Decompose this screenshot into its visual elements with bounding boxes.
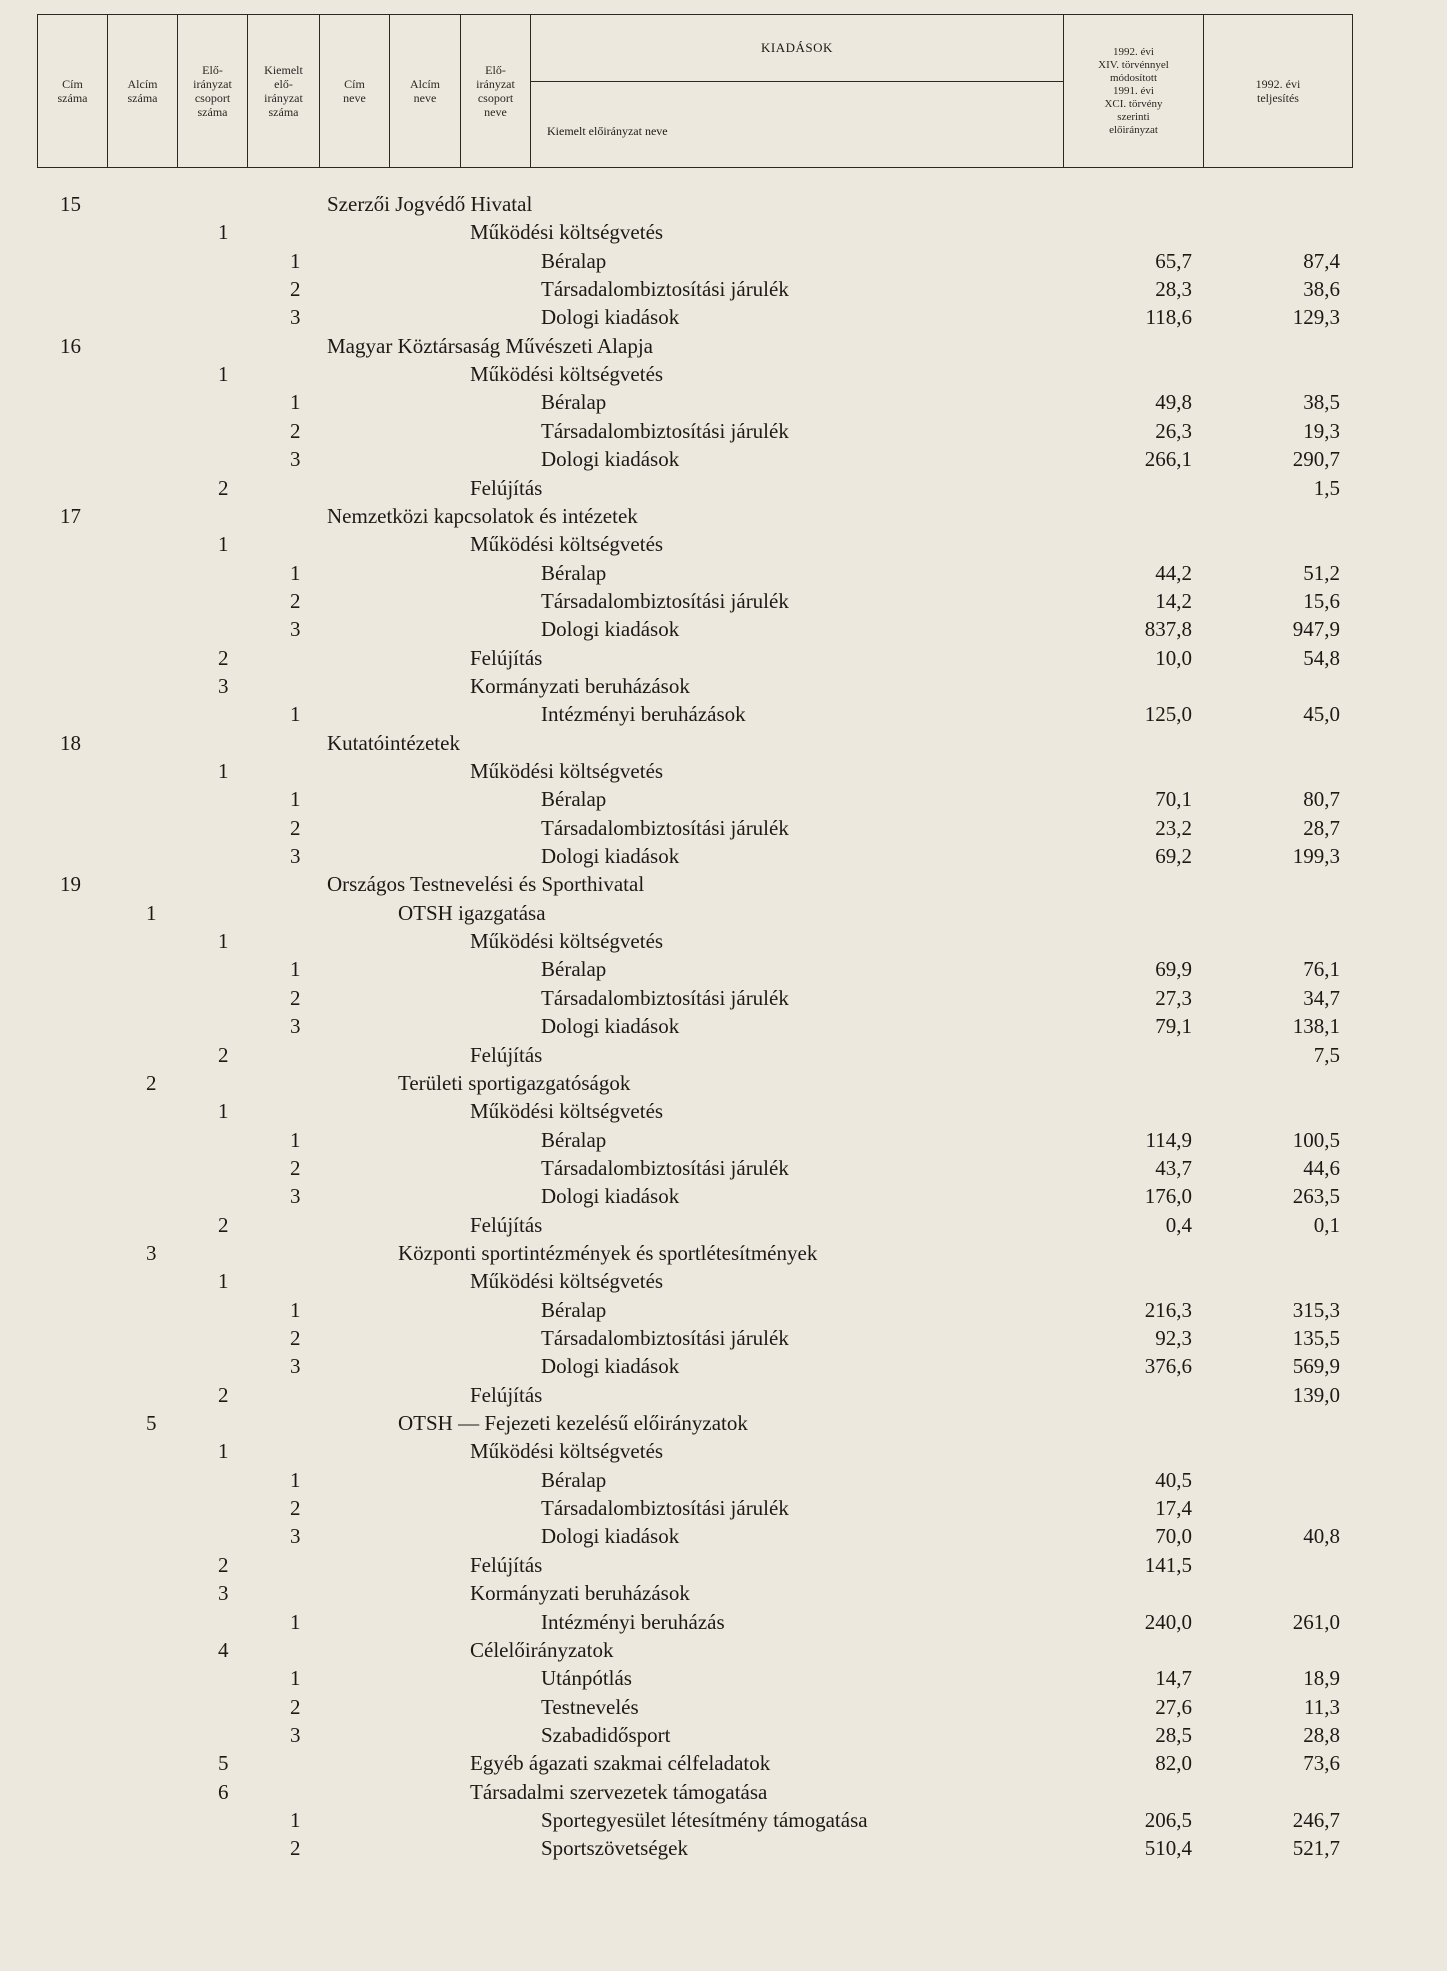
table-row — [0, 1154, 1447, 1182]
value-1991-eloiranyzat: 92,3 — [1155, 1326, 1192, 1350]
row-name: Társadalombiztosítási járulék — [541, 588, 789, 613]
row-number: 3 — [290, 617, 301, 642]
table-row — [0, 275, 1447, 303]
row-name: Működési költségvetés — [470, 532, 664, 557]
row-number: 2 — [218, 1382, 229, 1407]
value-1991-eloiranyzat: 70,0 — [1155, 1524, 1192, 1549]
value-1991-eloiranyzat: 14,2 — [1155, 588, 1192, 613]
row-number: 3 — [290, 844, 301, 869]
row-number: 1 — [290, 1467, 301, 1492]
row-number: 6 — [218, 1779, 229, 1804]
value-1991-eloiranyzat: 510,4 — [1144, 1836, 1192, 1861]
value-1991-eloiranyzat: 43,7 — [1155, 1155, 1192, 1180]
row-name: Béralap — [541, 957, 607, 982]
table-row — [0, 757, 1447, 785]
row-name: Béralap — [541, 1297, 607, 1322]
row-name: Dologi kiadások — [541, 1014, 680, 1039]
row-number: 2 — [290, 1496, 301, 1521]
row-number: 16 — [60, 333, 81, 358]
row-name: Béralap — [541, 787, 607, 812]
value-1991-eloiranyzat: 118,6 — [1145, 305, 1192, 330]
row-name: Területi sportigazgatóságok — [398, 1070, 631, 1095]
value-1991-eloiranyzat: 216,3 — [1144, 1297, 1192, 1322]
value-1992-teljesites: 0,1 — [1313, 1212, 1340, 1237]
row-number: 5 — [146, 1411, 157, 1436]
row-number: 2 — [290, 1155, 301, 1180]
row-number: 2 — [218, 1212, 229, 1237]
table-row — [0, 899, 1447, 927]
row-number: 3 — [290, 1722, 301, 1747]
row-number: 1 — [290, 1127, 301, 1152]
row-number: 2 — [290, 1836, 301, 1861]
value-1992-teljesites: 138,1 — [1292, 1014, 1340, 1039]
row-number: 1 — [290, 1609, 301, 1634]
table-row — [0, 1239, 1447, 1267]
row-number: 1 — [290, 1297, 301, 1322]
table-row — [0, 1721, 1447, 1749]
table-row — [0, 1636, 1447, 1664]
row-name: Sportszövetségek — [541, 1836, 688, 1861]
value-1992-teljesites: 38,6 — [1303, 277, 1340, 302]
row-name: Társadalombiztosítási járulék — [541, 277, 789, 302]
row-name: Felújítás — [470, 1042, 543, 1067]
row-name: Dologi kiadások — [541, 1354, 680, 1379]
table-row — [0, 1466, 1447, 1494]
row-name: Célelőirányzatok — [470, 1637, 614, 1662]
table-row — [0, 1126, 1447, 1154]
value-1992-teljesites: 1,5 — [1313, 475, 1340, 500]
row-name: Dologi kiadások — [541, 617, 680, 642]
value-1992-teljesites: 54,8 — [1303, 645, 1340, 670]
row-number: 1 — [290, 702, 301, 727]
header-eloiranyzat-csoport-neve: Elő- irányzat csoport neve — [461, 15, 531, 167]
header-cim-szama: Cím száma — [38, 15, 108, 167]
table-row — [0, 1352, 1447, 1380]
table-row — [0, 1522, 1447, 1550]
value-1992-teljesites: 199,3 — [1292, 844, 1340, 869]
row-name: Dologi kiadások — [541, 844, 680, 869]
table-row — [0, 417, 1447, 445]
row-number: 1 — [218, 220, 229, 245]
value-1992-teljesites: 11,3 — [1304, 1694, 1340, 1719]
row-number: 1 — [146, 900, 157, 925]
table-row — [0, 247, 1447, 275]
row-number: 2 — [146, 1070, 157, 1095]
value-1992-teljesites: 51,2 — [1303, 560, 1340, 585]
value-1992-teljesites: 129,3 — [1292, 305, 1340, 330]
row-number: 17 — [60, 503, 81, 528]
row-name: Társadalombiztosítási járulék — [541, 1155, 789, 1180]
row-number: 2 — [218, 1552, 229, 1577]
table-row — [0, 218, 1447, 246]
value-1991-eloiranyzat: 49,8 — [1155, 390, 1192, 415]
header-kiadasok: KIADÁSOK — [531, 15, 1063, 82]
table-row — [0, 1834, 1447, 1862]
table-row — [0, 1381, 1447, 1409]
table-row — [0, 1778, 1447, 1806]
value-1991-eloiranyzat: 28,3 — [1155, 277, 1192, 302]
header-kiemelt-eloiranyzat-neve: Kiemelt előirányzat neve — [547, 124, 668, 138]
table-row — [0, 1409, 1447, 1437]
value-1991-eloiranyzat: 14,7 — [1155, 1666, 1192, 1691]
value-1992-teljesites: 76,1 — [1303, 957, 1340, 982]
table-row — [0, 955, 1447, 983]
table-row — [0, 814, 1447, 842]
table-row — [0, 303, 1447, 331]
value-1992-teljesites: 45,0 — [1303, 702, 1340, 727]
table-row — [0, 1182, 1447, 1210]
value-1992-teljesites: 44,6 — [1303, 1155, 1340, 1180]
value-1992-teljesites: 28,8 — [1303, 1722, 1340, 1747]
table-row — [0, 1324, 1447, 1352]
row-number: 1 — [290, 248, 301, 273]
table-row — [0, 984, 1447, 1012]
row-name: Egyéb ágazati szakmai célfeladatok — [470, 1751, 771, 1776]
table-row — [0, 1296, 1447, 1324]
table-row — [0, 445, 1447, 473]
value-1991-eloiranyzat: 79,1 — [1155, 1014, 1192, 1039]
row-number: 3 — [218, 673, 229, 698]
value-1991-eloiranyzat: 27,6 — [1155, 1694, 1192, 1719]
value-1991-eloiranyzat: 125,0 — [1144, 702, 1192, 727]
row-name: Társadalombiztosítási járulék — [541, 418, 789, 443]
table-row — [0, 785, 1447, 813]
value-1992-teljesites: 315,3 — [1292, 1297, 1340, 1322]
table-row — [0, 1664, 1447, 1692]
value-1992-teljesites: 947,9 — [1292, 617, 1340, 642]
row-number: 1 — [290, 560, 301, 585]
row-name: Sportegyesület létesítmény támogatása — [541, 1807, 868, 1832]
row-name: Működési költségvetés — [470, 362, 664, 387]
value-1991-eloiranyzat: 114,9 — [1145, 1127, 1192, 1152]
header-cim-neve: Cím neve — [320, 15, 390, 167]
table-row — [0, 190, 1447, 218]
row-number: 2 — [290, 588, 301, 613]
value-1991-eloiranyzat: 376,6 — [1144, 1354, 1192, 1379]
row-number: 2 — [290, 418, 301, 443]
value-1991-eloiranyzat: 82,0 — [1155, 1751, 1192, 1776]
table-row — [0, 1579, 1447, 1607]
value-1992-teljesites: 139,0 — [1292, 1382, 1340, 1407]
row-number: 4 — [218, 1637, 229, 1662]
row-number: 1 — [290, 390, 301, 415]
table-row — [0, 700, 1447, 728]
value-1991-eloiranyzat: 40,5 — [1155, 1467, 1192, 1492]
value-1991-eloiranyzat: 65,7 — [1155, 248, 1192, 273]
row-number: 2 — [290, 277, 301, 302]
row-number: 1 — [218, 362, 229, 387]
table-row — [0, 587, 1447, 615]
row-number: 2 — [218, 645, 229, 670]
row-name: Működési költségvetés — [470, 929, 664, 954]
value-1992-teljesites: 34,7 — [1303, 985, 1340, 1010]
row-number: 3 — [290, 1014, 301, 1039]
row-name: Béralap — [541, 248, 607, 273]
row-name: Felújítás — [470, 475, 543, 500]
row-name: Országos Testnevelési és Sporthivatal — [327, 872, 645, 897]
value-1992-teljesites: 18,9 — [1303, 1666, 1340, 1691]
value-1991-eloiranyzat: 70,1 — [1155, 787, 1192, 812]
row-number: 1 — [218, 1439, 229, 1464]
value-1991-eloiranyzat: 28,5 — [1155, 1722, 1192, 1747]
row-number: 1 — [218, 929, 229, 954]
row-name: Működési költségvetés — [470, 220, 664, 245]
row-name: Dologi kiadások — [541, 1524, 680, 1549]
value-1992-teljesites: 246,7 — [1292, 1807, 1340, 1832]
value-1992-teljesites: 73,6 — [1303, 1751, 1340, 1776]
table-row — [0, 559, 1447, 587]
value-1991-eloiranyzat: 141,5 — [1144, 1552, 1192, 1577]
row-name: Működési költségvetés — [470, 759, 664, 783]
value-1991-eloiranyzat: 206,5 — [1144, 1807, 1192, 1832]
value-1991-eloiranyzat: 23,2 — [1155, 815, 1192, 840]
row-number: 1 — [218, 1269, 229, 1294]
row-name: Béralap — [541, 1467, 607, 1492]
row-number: 1 — [218, 1099, 229, 1124]
table-row — [0, 388, 1447, 416]
table-row — [0, 530, 1447, 558]
value-1991-eloiranyzat: 69,9 — [1155, 957, 1192, 982]
header-eloiranyzat-csoport-szama: Elő- irányzat csoport száma — [178, 15, 248, 167]
row-name: Felújítás — [470, 1552, 543, 1577]
row-name: Társadalmi szervezetek támogatása — [470, 1779, 768, 1804]
row-number: 1 — [290, 1807, 301, 1832]
table-row — [0, 1012, 1447, 1040]
value-1991-eloiranyzat: 10,0 — [1155, 645, 1192, 670]
header-1991-eloiranyzat: 1992. évi XIV. törvénnyel módosított 1991. évi XCI. törvény szerinti előirányzat — [1064, 15, 1204, 167]
row-number: 1 — [290, 957, 301, 982]
row-number: 1 — [290, 787, 301, 812]
table-row — [0, 360, 1447, 388]
row-name: Magyar Köztársaság Művészeti Alapja — [327, 333, 653, 358]
header-alcim-neve: Alcím neve — [390, 15, 461, 167]
row-number: 2 — [290, 985, 301, 1010]
row-name: Felújítás — [470, 645, 543, 670]
table-row — [0, 729, 1447, 757]
value-1991-eloiranyzat: 69,2 — [1155, 844, 1192, 869]
row-number: 1 — [218, 759, 229, 783]
row-name: Utánpótlás — [541, 1666, 632, 1691]
row-name: Nemzetközi kapcsolatok és intézetek — [327, 503, 638, 528]
row-name: Központi sportintézmények és sportlétesítmények — [398, 1240, 818, 1265]
table-row — [0, 672, 1447, 700]
table-row — [0, 644, 1447, 672]
row-name: Intézményi beruházások — [541, 702, 746, 727]
value-1991-eloiranyzat: 240,0 — [1144, 1609, 1192, 1634]
value-1992-teljesites: 40,8 — [1303, 1524, 1340, 1549]
value-1992-teljesites: 290,7 — [1292, 447, 1340, 472]
table-row — [0, 502, 1447, 530]
value-1991-eloiranyzat: 17,4 — [1155, 1496, 1192, 1521]
row-number: 3 — [290, 1354, 301, 1379]
header-alcim-szama: Alcím száma — [108, 15, 178, 167]
value-1992-teljesites: 87,4 — [1303, 248, 1340, 273]
table-row — [0, 1437, 1447, 1465]
row-name: Működési költségvetés — [470, 1439, 664, 1464]
value-1991-eloiranyzat: 0,4 — [1165, 1212, 1192, 1237]
table-row — [0, 1608, 1447, 1636]
table-row — [0, 1551, 1447, 1579]
row-number: 5 — [218, 1751, 229, 1776]
row-name: OTSH igazgatása — [398, 900, 546, 925]
row-name: Működési költségvetés — [470, 1099, 664, 1124]
row-name: Dologi kiadások — [541, 447, 680, 472]
row-number: 2 — [218, 475, 229, 500]
header-1992-teljesites: 1992. évi teljesítés — [1255, 77, 1301, 105]
table-row — [0, 1041, 1447, 1069]
value-1992-teljesites: 7,5 — [1313, 1042, 1340, 1067]
row-name: Kormányzati beruházások — [470, 1581, 690, 1606]
table-row — [0, 1267, 1447, 1295]
value-1991-eloiranyzat: 266,1 — [1144, 447, 1192, 472]
row-number: 2 — [218, 1042, 229, 1067]
row-name: Felújítás — [470, 1382, 543, 1407]
table-row — [0, 615, 1447, 643]
table-row — [0, 842, 1447, 870]
value-1992-teljesites: 135,5 — [1292, 1326, 1340, 1350]
row-name: Testnevelés — [541, 1694, 639, 1719]
value-1992-teljesites: 80,7 — [1303, 787, 1340, 812]
row-name: Kormányzati beruházások — [470, 673, 690, 698]
row-number: 19 — [60, 872, 81, 897]
row-number: 15 — [60, 192, 81, 216]
table-row — [0, 1749, 1447, 1777]
value-1992-teljesites: 19,3 — [1303, 418, 1340, 443]
header-kiemelt-eloiranyzat-szama: Kiemelt elő- irányzat száma — [248, 15, 320, 167]
value-1992-teljesites: 263,5 — [1292, 1184, 1340, 1209]
row-number: 18 — [60, 730, 81, 755]
row-number: 2 — [290, 815, 301, 840]
row-number: 3 — [290, 1184, 301, 1209]
row-number: 2 — [290, 1326, 301, 1350]
row-number: 3 — [290, 447, 301, 472]
row-name: Szabadidősport — [541, 1722, 671, 1747]
row-name: Dologi kiadások — [541, 305, 680, 330]
row-name: Szerzői Jogvédő Hivatal — [327, 192, 533, 216]
row-name: Béralap — [541, 560, 607, 585]
value-1991-eloiranyzat: 837,8 — [1144, 617, 1192, 642]
value-1992-teljesites: 569,9 — [1292, 1354, 1340, 1379]
table-row — [0, 1806, 1447, 1834]
row-number: 3 — [218, 1581, 229, 1606]
row-number: 3 — [290, 305, 301, 330]
row-name: Intézményi beruházás — [541, 1609, 725, 1634]
value-1991-eloiranyzat: 27,3 — [1155, 985, 1192, 1010]
row-number: 1 — [290, 1666, 301, 1691]
table-row — [0, 1069, 1447, 1097]
row-number: 3 — [290, 1524, 301, 1549]
value-1992-teljesites: 261,0 — [1292, 1609, 1340, 1634]
row-name: Társadalombiztosítási járulék — [541, 815, 789, 840]
value-1992-teljesites: 38,5 — [1303, 390, 1340, 415]
value-1991-eloiranyzat: 26,3 — [1155, 418, 1192, 443]
table-row — [0, 870, 1447, 898]
row-number: 2 — [290, 1694, 301, 1719]
table-row — [0, 1494, 1447, 1522]
row-name: Társadalombiztosítási járulék — [541, 1326, 789, 1350]
value-1992-teljesites: 100,5 — [1292, 1127, 1340, 1152]
value-1992-teljesites: 521,7 — [1292, 1836, 1340, 1861]
row-name: Béralap — [541, 390, 607, 415]
table-row — [0, 1097, 1447, 1125]
row-name: Dologi kiadások — [541, 1184, 680, 1209]
row-number: 3 — [146, 1240, 157, 1265]
row-name: Működési költségvetés — [470, 1269, 664, 1294]
value-1992-teljesites: 28,7 — [1303, 815, 1340, 840]
row-name: Kutatóintézetek — [327, 730, 460, 755]
value-1991-eloiranyzat: 176,0 — [1144, 1184, 1192, 1209]
row-name: Felújítás — [470, 1212, 543, 1237]
table-row — [0, 474, 1447, 502]
value-1992-teljesites: 15,6 — [1303, 588, 1340, 613]
table-row — [0, 1211, 1447, 1239]
row-name: Béralap — [541, 1127, 607, 1152]
row-name: Társadalombiztosítási járulék — [541, 1496, 789, 1521]
value-1991-eloiranyzat: 44,2 — [1155, 560, 1192, 585]
table-row — [0, 1693, 1447, 1721]
row-number: 1 — [218, 532, 229, 557]
row-name: Társadalombiztosítási járulék — [541, 985, 789, 1010]
table-row — [0, 927, 1447, 955]
table-row — [0, 332, 1447, 360]
row-name: OTSH — Fejezeti kezelésű előirányzatok — [398, 1411, 748, 1436]
